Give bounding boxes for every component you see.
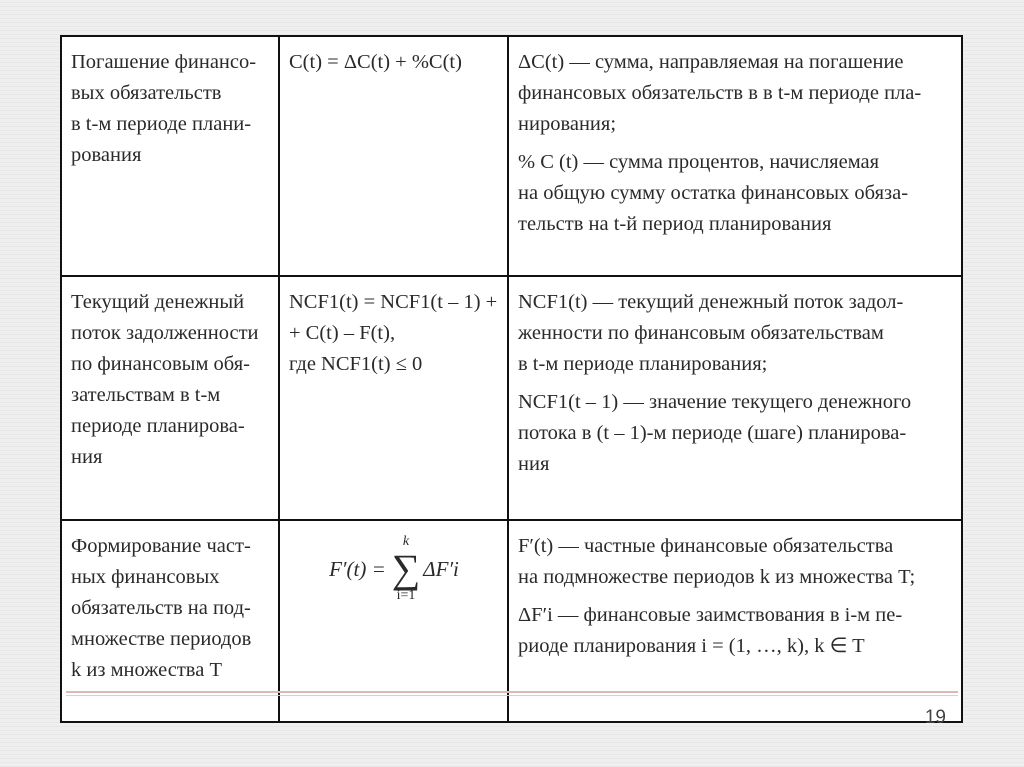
name-line: поток задолженности [71, 322, 259, 344]
formula-line: + C(t) – F(t), [289, 322, 396, 344]
desc-line: NCF1(t) — текущий денежный поток задол- [518, 291, 904, 313]
desc-line: NCF1(t – 1) — значение текущего денежного [518, 391, 912, 413]
desc-line: на подмножестве периодов k из множества T; [518, 566, 916, 588]
formula-line: C(t) = ΔC(t) + %C(t) [289, 51, 462, 73]
formula-cell [279, 276, 508, 520]
desc-line: % C (t) — сумма процентов, начисляемая [518, 151, 880, 173]
name-line: в t-м периоде плани- [71, 113, 252, 135]
footer-divider-thin [66, 695, 958, 696]
name-line: Погашение финансо- [71, 51, 257, 73]
sum-upper-limit: k [402, 534, 410, 549]
formula-line: где NCF1(t) ≤ 0 [289, 353, 423, 375]
desc-line: финансовых обязательств в в t-м периоде пла- [518, 82, 922, 104]
page-number: 19 [924, 707, 946, 728]
sigma-symbol: ∑ [391, 546, 421, 591]
description-cell [508, 276, 962, 520]
name-line: ных финансовых [71, 566, 220, 588]
desc-line: в t-м периоде планирования; [518, 353, 768, 375]
name-line: Формирование част- [71, 535, 251, 557]
name-line: зательствам в t-м [71, 384, 221, 406]
sum-lower-limit: i=1 [396, 588, 416, 603]
desc-line: F′(t) — частные финансовые обязательства [518, 535, 894, 557]
desc-line: нирования; [518, 113, 617, 135]
desc-line: потока в (t – 1)-м периоде (шаге) планирова- [518, 422, 907, 444]
formula-rhs: ΔF′i [423, 556, 459, 581]
summation-formula [289, 531, 499, 603]
desc-line: женности по финансовым обязательствам [518, 322, 884, 344]
indicator-name-cell [61, 36, 279, 276]
name-line: обязательств на под- [71, 597, 251, 619]
indicator-name-cell [61, 276, 279, 520]
name-line: по финансовым обя- [71, 353, 250, 375]
desc-line: ния [518, 453, 550, 475]
name-line: множестве периодов [71, 628, 252, 650]
formula-line: NCF1(t) = NCF1(t – 1) + [289, 291, 498, 313]
name-line: k из множества T [71, 659, 222, 681]
desc-line: риоде планирования i = (1, …, k), k ∈ T [518, 635, 865, 657]
description-cell [508, 36, 962, 276]
desc-line: тельств на t-й период планирования [518, 213, 832, 235]
name-line: периоде планирова- [71, 415, 245, 437]
sigma-block [392, 535, 421, 603]
desc-line: ΔF′i — финансовые заимствования в i-м пе- [518, 604, 903, 626]
table-row [61, 36, 962, 276]
name-line: Текущий денежный [71, 291, 245, 313]
formula-cell [279, 36, 508, 276]
name-line: рования [71, 144, 142, 166]
footer-divider [66, 691, 958, 693]
name-line: ния [71, 446, 103, 468]
table-row [61, 276, 962, 520]
name-line: вых обязательств [71, 82, 222, 104]
desc-line: ΔC(t) — сумма, направляемая на погашение [518, 51, 904, 73]
desc-line: на общую сумму остатка финансовых обяза- [518, 182, 909, 204]
formula-lhs: F′(t) = [329, 556, 386, 581]
formula-table [60, 35, 963, 723]
